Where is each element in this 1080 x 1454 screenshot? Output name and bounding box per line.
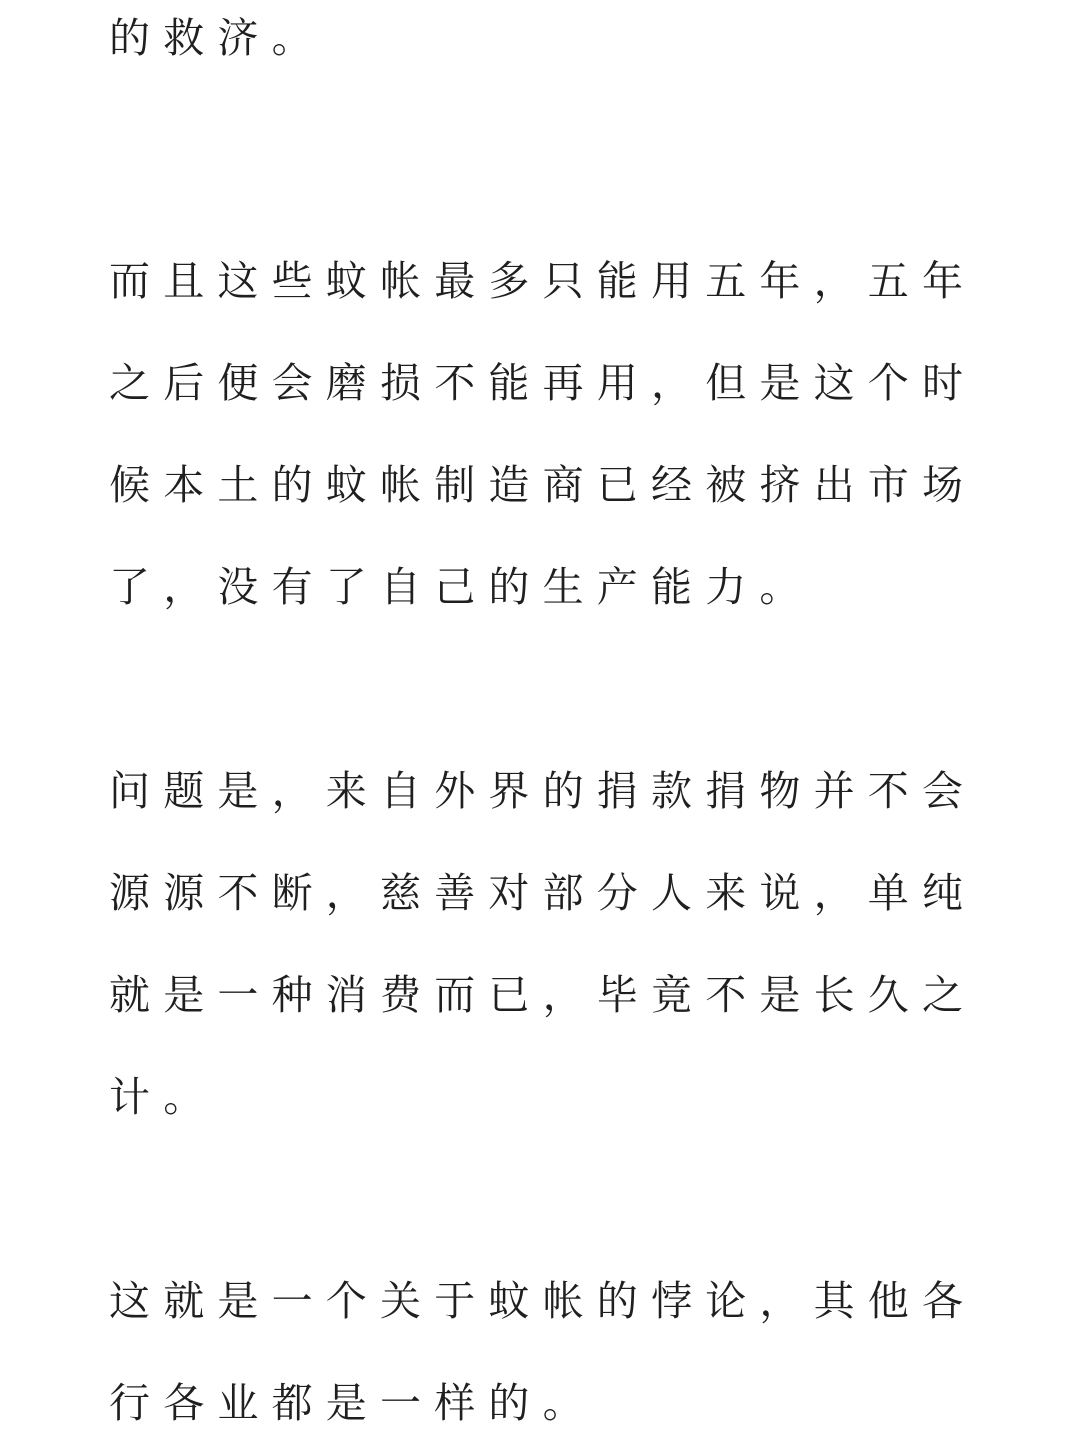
paragraph-gap: [109, 1148, 971, 1250]
article-line: 了，没有了自己的生产能力。: [109, 563, 814, 611]
article-line: 的救济。: [109, 14, 326, 62]
article-body: [109, 0, 977, 1454]
article-line: 之后便会磨损不能再用，但是这个时: [109, 359, 977, 407]
article-line: 候本土的蚊帐制造商已经被挤出市场: [109, 461, 977, 509]
article-line: 源源不断，慈善对部分人来说，单纯: [109, 869, 977, 917]
article-line: 行各业都是一样的。: [109, 1379, 597, 1427]
article-line: 计。: [109, 1073, 218, 1121]
article-line: 而且这些蚊帐最多只能用五年，五年: [109, 257, 977, 305]
article-line: 就是一种消费而已，毕竟不是长久之: [109, 971, 977, 1019]
article-line: 问题是，来自外界的捐款捐物并不会: [109, 767, 977, 815]
paragraph-gap: [109, 638, 971, 740]
paragraph-gap: [109, 178, 971, 230]
article-line: 这就是一个关于蚊帐的悖论，其他各: [109, 1277, 977, 1325]
paragraph-gap: [109, 76, 971, 178]
